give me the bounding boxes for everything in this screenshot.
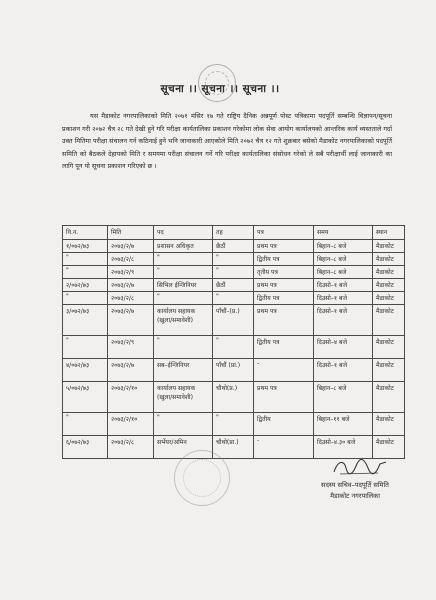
cell-date: २०७३/२/७ — [108, 359, 154, 382]
cell-post: कार्यालय सहायक (खुला/समावेशी) — [154, 305, 213, 336]
cell-time: दिउसो–१ बजे — [314, 292, 373, 305]
col-header-level: तह — [213, 226, 254, 240]
cell-date: २०७३/२/१० — [108, 413, 154, 436]
cell-paper: प्रथम पत्र — [254, 382, 314, 413]
cell-date: २०७३/२/७ — [108, 240, 154, 253]
cell-serial: " — [63, 292, 108, 305]
cell-paper: - — [254, 359, 314, 382]
cell-post: " — [154, 253, 213, 266]
table-row — [63, 305, 405, 336]
cell-venue: मैडाकोट — [373, 305, 405, 336]
cell-serial: २/०७२/७३ — [63, 279, 108, 292]
cell-level: " — [213, 413, 254, 436]
cell-venue: मैडाकोट — [373, 266, 405, 279]
cell-date: २०७३/२/८ — [108, 436, 154, 459]
cell-serial: १/०७२/७३ — [63, 240, 108, 253]
cell-date: २०७३/२/९ — [108, 336, 154, 359]
cell-venue: मैडाकोट — [373, 253, 405, 266]
cell-paper: प्रथम पत्र — [254, 279, 314, 292]
cell-time: बिहान–८ बजे — [314, 253, 373, 266]
cell-level: " — [213, 253, 254, 266]
official-seal-icon — [174, 450, 230, 506]
cell-time: दिउसो–१ बजे — [314, 359, 373, 382]
cell-serial: ५/०७२/७३ — [63, 382, 108, 413]
cell-serial: " — [63, 253, 108, 266]
table-row — [63, 292, 405, 305]
cell-venue: मैडाकोट — [373, 359, 405, 382]
cell-venue: मैडाकोट — [373, 436, 405, 459]
cell-time: दिउसो–१ बजे — [314, 279, 373, 292]
cell-date: २०७३/२/७ — [108, 279, 154, 292]
cell-date: २०७३/२/९ — [108, 266, 154, 279]
cell-serial: " — [63, 413, 108, 436]
cell-level: छैठौं — [213, 279, 254, 292]
cell-level: पाँचौं–(प्र.) — [213, 305, 254, 336]
notice-body-text: यस मैडाकोट नगरपालिकाको मिति २०७१ मंसिर १७ गते राष्ट्रिय दैनिक अन्नपूर्ण पोस्ट पत्रिकामा पदपूर्ति सम्बन्धि विज्ञापन/सूचना प्रकाशन गरी २०७२ चैत्र २८ गते देखी हुने गरि परीक्षा कार्यतालिका प्रकाशन गरेकोमा लोक सेवा आयोग कार्यालयको आन्तरिक कार्य व्यस्तताले गर्दा उक्त मितिमा परीक्षा संचालन गर्न कठिनाई हुने भनि जानाकारी आएकोले मिति २०७२ चैत्र १२ गते शुक्रबार बसेको मैडाकोट नगरपालिकाको पदपूर्ति समिति को बैठकले देहायको मिति र समयमा परीक्षा संचालन गर्ने गरि परीक्षा कार्यतालिका संसोधन गरेको ले सबै परीक्षार्थी लाई जानाकारी का लागि पून यो सूचना प्रकाशन गरिएको छ । — [62, 112, 392, 171]
cell-post: प्रशासन अधिकृत — [154, 240, 213, 253]
cell-serial: ६/०७२/७३ — [63, 436, 108, 459]
table-row — [63, 382, 405, 413]
col-header-date: मिति — [108, 226, 154, 240]
cell-paper: तृतीय पत्र — [254, 266, 314, 279]
cell-paper: द्वितीय पत्र — [254, 336, 314, 359]
cell-serial: " — [63, 336, 108, 359]
cell-venue: मैडाकोट — [373, 292, 405, 305]
cell-paper: - — [254, 436, 314, 459]
col-header-venue: स्थान — [373, 226, 405, 240]
cell-post: सर्भेयर/अमिन — [154, 436, 213, 459]
cell-post: " — [154, 292, 213, 305]
cell-time: दिउसो–४ बजे — [314, 336, 373, 359]
cell-venue: मैडाकोट — [373, 240, 405, 253]
cell-post: कार्यालय सहायक (खुला/समावेशी) — [154, 382, 213, 413]
cell-serial: ३/०७२/७३ — [63, 305, 108, 336]
cell-level: छैठौं — [213, 240, 254, 253]
cell-date: २०७३/२/७ — [108, 305, 154, 336]
table-header-row — [63, 226, 405, 240]
cell-venue: मैडाकोट — [373, 336, 405, 359]
table-row — [63, 413, 405, 436]
cell-venue: मैडाकोट — [373, 413, 405, 436]
cell-level: " — [213, 292, 254, 305]
cell-paper: द्वितीय पत्र — [254, 292, 314, 305]
exam-schedule-table — [62, 225, 405, 459]
cell-time: दिउसो–४.३० बजे — [314, 436, 373, 459]
table-row — [63, 253, 405, 266]
cell-level: चौथो(प्रा.) — [213, 436, 254, 459]
cell-serial: " — [63, 266, 108, 279]
signatory-role: सदस्य सचिव–पदपूर्ति समिति — [321, 481, 389, 489]
col-header-paper: पत्र — [254, 226, 314, 240]
table-row — [63, 240, 405, 253]
cell-time: बिहान–८ बजे — [314, 382, 373, 413]
cell-venue: मैडाकोट — [373, 382, 405, 413]
table-row — [63, 279, 405, 292]
cell-time: बिहान–८ बजे — [314, 266, 373, 279]
cell-level: " — [213, 336, 254, 359]
notice-body — [62, 110, 392, 173]
cell-level: चौथो(प्र.) — [213, 382, 254, 413]
cell-date: २०७३/२/१० — [108, 382, 154, 413]
col-header-post: पद — [154, 226, 213, 240]
cell-time: बिहान–८ बजे — [314, 240, 373, 253]
cell-date: २०७३/२/८ — [108, 253, 154, 266]
cell-time: बिहान–११ बजे — [314, 413, 373, 436]
signature-icon — [330, 456, 390, 478]
cell-paper: द्वितीय पत्र — [254, 253, 314, 266]
cell-time: दिउसो–१ बजे — [314, 305, 373, 336]
signatory-office: मैडाकोट नगरपालिका — [330, 492, 380, 500]
cell-level: " — [213, 266, 254, 279]
cell-paper: प्रथम पत्र — [254, 305, 314, 336]
cell-post: " — [154, 336, 213, 359]
cell-level: पाँचौं (प्रा.) — [213, 359, 254, 382]
table-row — [63, 266, 405, 279]
table-row — [63, 359, 405, 382]
col-header-time: समय — [314, 226, 373, 240]
col-header-serial: वि.न. — [63, 226, 108, 240]
cell-paper: प्रथम पत्र — [254, 240, 314, 253]
table-row — [63, 336, 405, 359]
cell-serial: ४/०७२/७३ — [63, 359, 108, 382]
cell-date: २०७३/२/८ — [108, 292, 154, 305]
cell-venue: मैडाकोट — [373, 279, 405, 292]
cell-post: सब–ईन्जिनियर — [154, 359, 213, 382]
cell-post: " — [154, 413, 213, 436]
notice-title: सूचना ।। सूचना ।। सूचना ।। — [160, 83, 280, 95]
cell-paper: द्वितीय — [254, 413, 314, 436]
cell-post: " — [154, 266, 213, 279]
cell-post: सिभिल ईन्जिनियर — [154, 279, 213, 292]
